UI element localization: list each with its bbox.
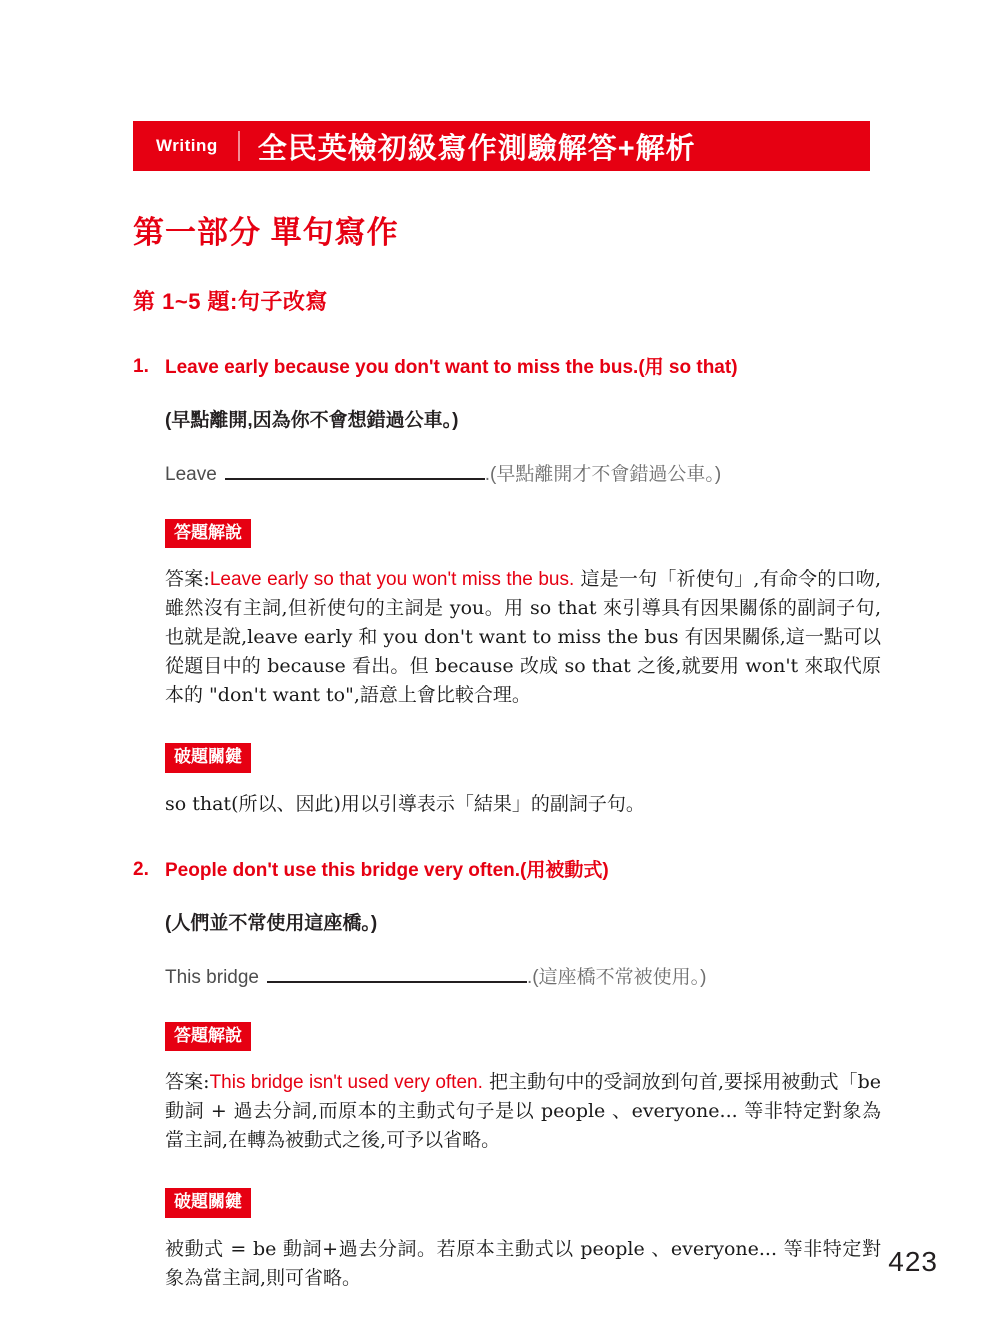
stem-after: .(早點離開才不會錯過公車。) [484, 463, 722, 485]
question-heading [133, 356, 885, 380]
stem-after: .(這座橋不常被使用。) [527, 966, 707, 988]
answer-stem [165, 459, 881, 486]
answer-stem [165, 962, 881, 989]
question-block-2 [133, 859, 885, 1293]
question-block-1 [133, 356, 885, 819]
question-body [165, 405, 881, 819]
subsection-title: 第 1~5 題:句子改寫 [133, 289, 328, 314]
answer-prefix: 答案: [165, 1071, 210, 1094]
answer-paragraph [165, 1068, 881, 1155]
part-title: 第一部分 單句寫作 [133, 215, 399, 250]
stem-blank [225, 460, 485, 480]
key-point-badge: 破題關鍵 [165, 743, 251, 772]
question-prompt: Leave early because you don't want to miss the bus.(用 so that) [165, 357, 738, 378]
question-translation: (人們並不常使用這座橋。) [165, 912, 378, 934]
question-number: 2. [133, 858, 149, 880]
question-translation: (早點離開,因為你不會想錯過公車。) [165, 409, 459, 431]
answer-prefix: 答案: [165, 568, 210, 591]
key-point-text: so that(所以、因此)用以引導表示「結果」的副詞子句。 [165, 792, 645, 815]
answer-explanation-text: 把主動句中的受詞放到句首,要採用被動式「be 動詞 + 過去分詞,而原本的主動式句子是以 people 、everyone... 等非特定對象為當主詞,在轉為被動式之後,可予以省略。 [165, 1071, 882, 1152]
question-body [165, 908, 881, 1293]
answer-explain-badge: 答題解說 [165, 519, 251, 548]
stem-start: This bridge [165, 966, 259, 988]
stem-blank [267, 963, 527, 983]
page-number: 423 [888, 1246, 938, 1277]
answer-english: Leave early so that you won't miss the bus. [209, 569, 575, 591]
key-point-text: 被動式 = be 動詞+過去分詞。若原本主動式以 people 、everyone... 等非特定對象為當主詞,則可省略。 [165, 1237, 881, 1289]
answer-explanation-text: 這是一句「祈使句」,有命令的口吻,雖然沒有主詞,但祈使句的主詞是 you。用 so that 來引導具有因果關係的副詞子句,也就是說,leave early 和 you don't want to miss the bus 有因果關係,這一點可以從題目中的 because 看出。但 because 改成 so that 之後,就要用 won't 來取代原本的 "don't want to",語意上會比較合理。 [165, 568, 881, 707]
question-number: 1. [133, 356, 149, 377]
answer-paragraph [165, 565, 881, 710]
chapter-banner [133, 121, 870, 171]
writing-tag: Writing [156, 136, 218, 155]
key-point-badge: 破題關鍵 [165, 1188, 251, 1217]
question-heading [133, 859, 885, 883]
page-content [133, 207, 885, 1293]
answer-english: This bridge isn't used very often. [209, 1072, 483, 1094]
chapter-title: 全民英檢初級寫作測驗解答+解析 [257, 132, 696, 165]
stem-start: Leave [165, 463, 217, 485]
question-prompt: People don't use this bridge very often.(用被動式) [165, 859, 609, 881]
answer-explain-badge: 答題解說 [165, 1022, 251, 1051]
